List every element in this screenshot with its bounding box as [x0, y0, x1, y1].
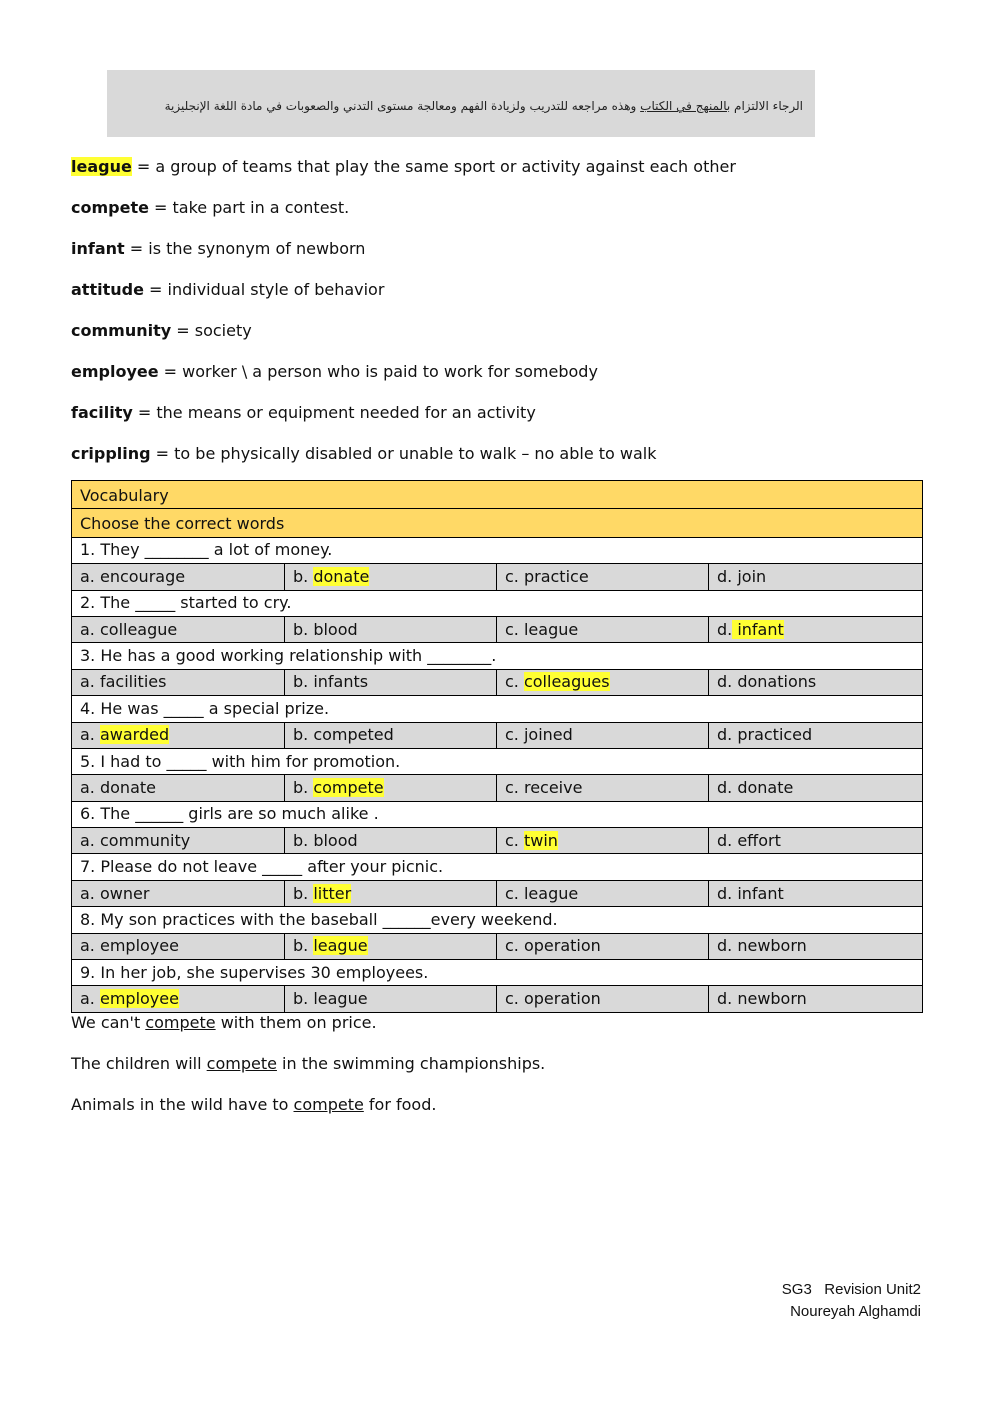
question-text: 3. He has a good working relationship with ________. — [72, 643, 923, 669]
option-word: receive — [523, 777, 583, 797]
option-letter: a. — [80, 936, 100, 956]
option-letter: b. — [293, 566, 314, 586]
answer-option — [72, 775, 285, 801]
option-word: league — [313, 989, 368, 1009]
definition-text: = society — [171, 321, 252, 340]
option-word: newborn — [737, 936, 807, 956]
correct-answer-word: colleagues — [523, 672, 610, 692]
example-text: The children will — [71, 1054, 207, 1073]
answer-option — [709, 933, 923, 959]
definition-item — [71, 320, 931, 361]
question-text: 2. The _____ started to cry. — [72, 590, 923, 616]
question-row — [72, 960, 923, 986]
option-letter: a. — [80, 672, 100, 692]
option-word: facilities — [99, 672, 167, 692]
answer-option — [709, 986, 923, 1012]
option-word: effort — [737, 830, 781, 850]
option-letter: c. — [505, 830, 524, 850]
question-row — [72, 907, 923, 933]
question-row — [72, 590, 923, 616]
option-letter: a. — [80, 619, 100, 639]
answer-option — [497, 933, 709, 959]
option-word: operation — [523, 936, 601, 956]
option-letter: c. — [505, 619, 524, 639]
banner-text-before: الرجاء الالتزام — [730, 99, 803, 113]
answer-option — [497, 669, 709, 695]
answer-option — [497, 775, 709, 801]
question-text: 5. I had to _____ with him for promotion. — [72, 748, 923, 774]
options-row — [72, 564, 923, 590]
table-subtitle: Choose the correct words — [72, 509, 923, 537]
table-title: Vocabulary — [72, 481, 923, 509]
option-letter: a. — [80, 566, 100, 586]
footer-course: SG3 Revision Unit2 — [781, 1281, 921, 1298]
definition-term: compete — [71, 198, 149, 217]
definition-term: employee — [71, 362, 159, 381]
banner-text — [165, 99, 803, 113]
answer-option — [285, 564, 497, 590]
answer-option — [497, 880, 709, 906]
option-word: operation — [523, 989, 601, 1009]
example-sentence — [71, 1012, 931, 1053]
definition-item — [71, 238, 931, 279]
options-row — [72, 722, 923, 748]
option-word: join — [737, 566, 767, 586]
option-word: colleague — [99, 619, 178, 639]
definition-text: = a group of teams that play the same sport or activity against each other — [131, 157, 736, 176]
example-keyword: compete — [206, 1054, 277, 1073]
definitions-list — [71, 156, 931, 484]
instruction-banner — [107, 70, 815, 137]
option-letter: b. — [293, 619, 314, 639]
answer-option — [497, 564, 709, 590]
example-sentences — [71, 1012, 931, 1135]
options-row — [72, 775, 923, 801]
definition-text: = is the synonym of newborn — [124, 239, 366, 258]
definition-text: = take part in a contest. — [148, 198, 350, 217]
option-word: league — [523, 619, 579, 639]
option-letter: d. — [717, 936, 738, 956]
option-word: infants — [313, 672, 369, 692]
option-letter: d. — [717, 566, 738, 586]
answer-option — [497, 722, 709, 748]
definition-item — [71, 197, 931, 238]
answer-option — [497, 616, 709, 642]
options-row — [72, 616, 923, 642]
option-word: infant — [737, 883, 784, 903]
vocabulary-table — [71, 480, 923, 1013]
definition-item — [71, 443, 931, 484]
example-sentence — [71, 1094, 931, 1135]
option-letter: d. — [717, 830, 738, 850]
correct-answer-word: litter — [313, 883, 352, 903]
question-row — [72, 537, 923, 563]
definition-item — [71, 402, 931, 443]
example-sentence — [71, 1053, 931, 1094]
option-letter: d. — [717, 989, 738, 1009]
page-footer — [782, 1279, 921, 1323]
definition-term: facility — [71, 403, 133, 422]
option-word: owner — [99, 883, 150, 903]
options-row — [72, 933, 923, 959]
answer-option — [285, 616, 497, 642]
correct-answer-word: employee — [99, 989, 179, 1009]
answer-option — [285, 880, 497, 906]
example-keyword: compete — [145, 1013, 216, 1032]
option-word: competed — [313, 725, 394, 745]
table-title-row — [72, 481, 923, 509]
option-letter: c. — [505, 936, 524, 956]
question-text: 7. Please do not leave _____ after your picnic. — [72, 854, 923, 880]
option-letter: c. — [505, 566, 524, 586]
definition-term: infant — [71, 239, 125, 258]
option-letter: a. — [80, 830, 100, 850]
answer-option — [709, 669, 923, 695]
question-row — [72, 748, 923, 774]
option-word: donations — [737, 672, 817, 692]
question-row — [72, 643, 923, 669]
question-text: 8. My son practices with the baseball ______every weekend. — [72, 907, 923, 933]
option-word: community — [99, 830, 191, 850]
option-letter: a. — [80, 725, 100, 745]
option-word: blood — [313, 830, 358, 850]
definition-term: community — [71, 321, 172, 340]
answer-option — [709, 616, 923, 642]
option-letter: b. — [293, 936, 314, 956]
option-word: blood — [313, 619, 358, 639]
answer-option — [285, 986, 497, 1012]
answer-option — [72, 880, 285, 906]
banner-text-underlined: بالمنهج في الكتاب — [640, 99, 731, 113]
question-text: 1. They ________ a lot of money. — [72, 537, 923, 563]
correct-answer-word: league — [313, 936, 368, 956]
answer-option — [285, 722, 497, 748]
question-text: 6. The ______ girls are so much alike . — [72, 801, 923, 827]
question-text: 9. In her job, she supervises 30 employees. — [72, 960, 923, 986]
option-letter: c. — [505, 672, 524, 692]
option-letter: c. — [505, 777, 524, 797]
footer-author: Noureyah Alghamdi — [790, 1303, 921, 1320]
answer-option — [72, 564, 285, 590]
definition-text: = worker \ a person who is paid to work for somebody — [158, 362, 598, 381]
option-word: practice — [523, 566, 589, 586]
options-row — [72, 669, 923, 695]
option-letter: d. — [717, 619, 733, 639]
question-text: 4. He was _____ a special prize. — [72, 696, 923, 722]
answer-option — [72, 933, 285, 959]
definition-item — [71, 156, 931, 197]
definition-text: = individual style of behavior — [143, 280, 385, 299]
option-letter: b. — [293, 672, 314, 692]
example-text: Animals in the wild have to — [71, 1095, 294, 1114]
option-letter: b. — [293, 777, 314, 797]
option-letter: d. — [717, 777, 738, 797]
answer-option — [709, 828, 923, 854]
option-word: donate — [737, 777, 794, 797]
option-letter: c. — [505, 883, 524, 903]
option-word: encourage — [99, 566, 186, 586]
option-letter: d. — [717, 883, 738, 903]
answer-option — [285, 933, 497, 959]
correct-answer-word: infant — [732, 619, 784, 639]
definition-item — [71, 279, 931, 320]
option-letter: c. — [505, 989, 524, 1009]
option-word: league — [523, 883, 579, 903]
options-row — [72, 986, 923, 1012]
example-text: with them on price. — [215, 1013, 377, 1032]
definition-term: league — [71, 157, 132, 176]
example-keyword: compete — [293, 1095, 364, 1114]
correct-answer-word: donate — [313, 566, 370, 586]
options-row — [72, 828, 923, 854]
answer-option — [72, 828, 285, 854]
definition-term: attitude — [71, 280, 144, 299]
definition-item — [71, 361, 931, 402]
answer-option — [72, 986, 285, 1012]
option-letter: c. — [505, 725, 524, 745]
option-word: employee — [99, 936, 179, 956]
option-letter: d. — [717, 725, 738, 745]
correct-answer-word: twin — [523, 830, 558, 850]
correct-answer-word: awarded — [99, 725, 170, 745]
answer-option — [497, 986, 709, 1012]
answer-option — [285, 669, 497, 695]
answer-option — [285, 775, 497, 801]
table-subtitle-row — [72, 509, 923, 537]
option-letter: d. — [717, 672, 738, 692]
option-letter: b. — [293, 989, 314, 1009]
correct-answer-word: compete — [313, 777, 384, 797]
question-row — [72, 854, 923, 880]
answer-option — [709, 722, 923, 748]
answer-option — [709, 564, 923, 590]
option-letter: b. — [293, 830, 314, 850]
option-letter: a. — [80, 883, 100, 903]
example-text: in the swimming championships. — [276, 1054, 546, 1073]
option-word: practiced — [737, 725, 813, 745]
answer-option — [709, 880, 923, 906]
option-letter: b. — [293, 883, 314, 903]
option-letter: a. — [80, 989, 100, 1009]
definition-text: = to be physically disabled or unable to walk – no able to walk — [150, 444, 657, 463]
answer-option — [72, 722, 285, 748]
answer-option — [285, 828, 497, 854]
example-text: for food. — [363, 1095, 437, 1114]
definition-text: = the means or equipment needed for an activity — [132, 403, 536, 422]
example-text: We can't — [71, 1013, 146, 1032]
option-word: donate — [99, 777, 156, 797]
option-letter: b. — [293, 725, 314, 745]
answer-option — [497, 828, 709, 854]
question-row — [72, 696, 923, 722]
option-word: newborn — [737, 989, 807, 1009]
options-row — [72, 880, 923, 906]
answer-option — [72, 616, 285, 642]
option-word: joined — [523, 725, 573, 745]
question-row — [72, 801, 923, 827]
answer-option — [72, 669, 285, 695]
definition-term: crippling — [71, 444, 151, 463]
banner-text-after: وهذه مراجعه للتدريب ولزيادة الفهم ومعالجة مستوى التدني والصعوبات في مادة اللغة الإنجليزية — [164, 99, 641, 113]
option-letter: a. — [80, 777, 100, 797]
answer-option — [709, 775, 923, 801]
